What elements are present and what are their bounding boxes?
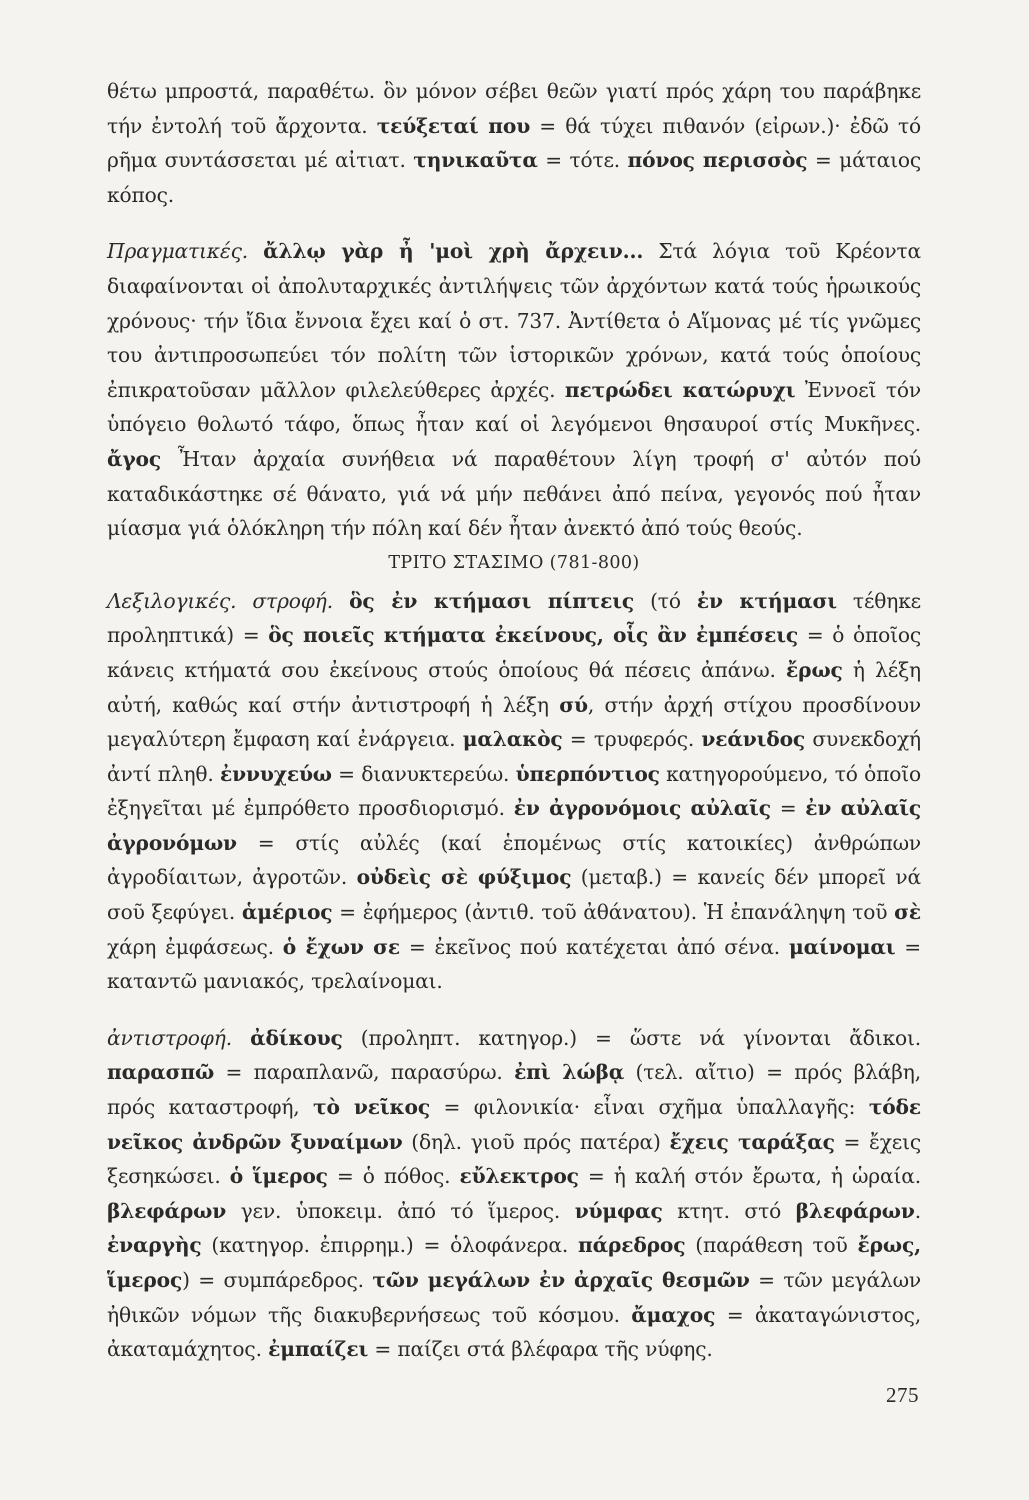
lemma: τεύξεταί που xyxy=(376,113,531,138)
lemma: πάρεδρος xyxy=(577,1233,686,1258)
text-run: = παίζει στά βλέφαρα τῆς νύφης. xyxy=(368,1337,713,1362)
lemma: παρασπῶ xyxy=(107,1060,215,1085)
text-run: = ἐκεῖνος πού κατέχεται ἀπό σένα. xyxy=(400,934,789,959)
text-run: Ἐννοεῖ τόν ὑπόγειο θολωτό τάφο, ὅπως ἦταν καί οἱ λεγόμενοι θησαυροί στίς Μυκῆνες. xyxy=(107,377,921,437)
section-label: Λεξιλογικές. στροφή. xyxy=(107,588,333,613)
lemma: σύ xyxy=(559,692,588,717)
lemma: ὃς ἐν κτήμασι πίπτεις xyxy=(349,588,635,613)
lemma: τῶν μεγάλων ἐν ἀρχαῖς θεσμῶν xyxy=(372,1268,750,1292)
paragraph-pragmatikes xyxy=(107,234,921,545)
text-run xyxy=(248,239,263,263)
paragraph-continuation xyxy=(107,74,921,212)
lemma: ἔρως, ἵμερος xyxy=(107,1233,921,1292)
text-run: κτητ. στό xyxy=(662,1198,796,1223)
page-number: 275 xyxy=(886,1383,919,1407)
text-run: (τό xyxy=(634,588,697,613)
lemma: ἁμέριος xyxy=(241,900,333,925)
text-run: = διανυκτερεύω. xyxy=(331,761,516,786)
lemma: σὲ xyxy=(894,900,921,925)
text-run xyxy=(333,589,349,613)
text-run: κατηγορούμενο, τό ὁποῖο ἐξηγεῖται μέ ἐμπρόθετο προσδιορισμό. xyxy=(107,761,921,821)
lemma: ἄλλῳ γὰρ ἦ 'μοὶ χρὴ ἄρχειν... xyxy=(263,239,644,264)
lemma: ἔχεις ταράξας xyxy=(669,1129,835,1154)
lemma: ἔρως xyxy=(786,657,843,682)
text-run: = τρυφερός. xyxy=(562,727,702,752)
lemma: ὃς ποιεῖς κτήματα ἐκείνους, οἷς ἂν ἐμπέσεις xyxy=(268,623,799,648)
text-run: = xyxy=(770,796,806,821)
lemma: ἐμπαίζει xyxy=(268,1337,369,1362)
text-run: = τῶν μεγάλων ἠθικῶν νόμων τῆς διακυβερνήσεως τοῦ κόσμου. xyxy=(107,1268,922,1327)
text-run: (δηλ. γιοῦ πρός πατέρα) xyxy=(402,1129,670,1154)
text-run: (κατηγορ. ἐπιρρημ.) = ὁλοφάνερα. xyxy=(201,1233,578,1258)
lemma: βλεφάρων xyxy=(107,1198,227,1223)
text-run: συνεκδοχή ἀντί πληθ. xyxy=(107,727,922,786)
lemma: ἐν κτήμασι xyxy=(696,588,837,613)
text-run: θέτω μπροστά, παραθέτω. ὃν μόνον σέβει θεῶν γιατί πρός χάρη του παράβηκε τήν ἐντολή τοῦ ἄρχοντα. xyxy=(107,79,921,138)
lemma: πόνος περισσὸς xyxy=(627,148,808,173)
text-run: = καταντῶ μανιακός, τρελαίνομαι. xyxy=(107,934,921,994)
lemma: ἄγος xyxy=(107,446,162,471)
lemma: ἐν ἀγρονόμοις αὐλαῖς xyxy=(513,796,771,821)
text-run: . xyxy=(914,1198,921,1223)
lemma: ἄμαχος xyxy=(631,1302,716,1327)
lemma: ἐν αὐλαῖς ἀγρονόμων xyxy=(107,796,922,855)
section-heading: ΤΡΙΤΟ ΣΤΑΣΙΜΟ (781-800) xyxy=(388,552,640,573)
lemma: ἀδίκους xyxy=(250,1025,343,1050)
text-run: = στίς αὐλές (καί ἑπομένως στίς κατοικίες) ἀνθρώπων ἀγροδίαιτων, ἀγροτῶν. xyxy=(107,830,921,890)
lemma: πετρώδει κατώρυχι xyxy=(564,377,796,402)
text-run: Ἦταν ἀρχαία συνήθεια νά παραθέτουν λίγη τροφή σ' αὐτόν πού καταδικάστηκε σέ θάνατο, γιά νά μήν πεθάνει ἀπό πείνα, γεγονός πού ἦταν μίασμα γιά ὁλόκληρη τήν πόλη καί δέν ἦταν ἀνεκτό ἀπό τούς θεούς. xyxy=(107,446,921,541)
lemma: ὁ ἔχων σε xyxy=(282,934,401,959)
text-run: = ἐφήμερος (ἀντιθ. τοῦ ἀθάνατου). Ἡ ἐπανάληψη τοῦ xyxy=(332,900,895,925)
text-run: (μεταβ.) = κανείς δέν μπορεῖ νά σοῦ ξεφύγει. xyxy=(107,865,921,925)
lemma: νεάνιδος xyxy=(701,727,806,752)
paragraph-antistrofi xyxy=(107,1021,921,1367)
lemma: ἐπὶ λώβᾳ xyxy=(514,1060,625,1085)
text-run: = φιλονικία· εἶναι σχῆμα ὑπαλλαγῆς: xyxy=(429,1095,869,1120)
text-run: = τότε. xyxy=(537,148,628,173)
text-run: (τελ. αἴτιο) = πρός βλάβη, πρός καταστροφή, xyxy=(107,1060,921,1120)
text-run: = παραπλανῶ, παρασύρω. xyxy=(214,1060,515,1085)
lemma: ἐννυχεύω xyxy=(220,761,332,786)
lemma: μαίνομαι xyxy=(788,934,896,959)
text-run: , στήν ἀρχή στίχου προσδίνουν μεγαλύτερη ἔμφαση καί ἐνάργεια. xyxy=(107,692,922,752)
lemma: εὔλεκτρος xyxy=(459,1164,579,1189)
text-run: = θά τύχει πιθανόν (εἰρων.)· ἐδῶ τό ρῆμα συντάσσεται μέ αἰτιατ. xyxy=(107,113,921,173)
text-run: = ὁ ὁποῖος κάνεις κτήματά σου ἐκείνους στούς ὁποίους θά πέσεις ἀπάνω. xyxy=(107,623,922,682)
text-run: (προληπτ. κατηγορ.) = ὥστε νά γίνονται ἄδικοι. xyxy=(342,1025,921,1050)
text-run: ) = συμπάρεδρος. xyxy=(182,1268,373,1292)
lemma: νύμφας xyxy=(574,1198,663,1223)
text-run: γεν. ὑποκειμ. ἀπό τό ἵμερος. xyxy=(226,1198,575,1223)
text-run xyxy=(232,1026,250,1050)
lemma: τηνικαῦτα xyxy=(413,148,538,173)
text-run: = μάταιος κόπος. xyxy=(107,148,922,207)
lemma: βλεφάρων xyxy=(795,1198,915,1223)
text-run: = ἔχεις ξεσηκώσει. xyxy=(107,1129,922,1189)
lemma: ὁ ἵμερος xyxy=(229,1164,328,1189)
text-run: χάρη ἐμφάσεως. xyxy=(107,934,283,959)
text-run: = ὁ πόθος. xyxy=(327,1164,460,1189)
paragraph-strofi xyxy=(107,584,921,999)
lemma: μαλακὸς xyxy=(462,727,563,752)
text-run: = ἀκαταγώνιστος, ἀκαταμάχητος. xyxy=(107,1302,921,1362)
lemma: τὸ νεῖκος xyxy=(313,1095,430,1120)
text-run: τέθηκε προληπτικά) = xyxy=(107,588,921,648)
text-run: Στά λόγια τοῦ Κρέοντα διαφαίνονται οἱ ἀπολυταρχικές ἀντιλήψεις τῶν ἀρχόντων κατά τούς ἡρωικούς χρόνους· τήν ἴδια ἔννοια ἔχει καί ὁ στ. 737. Ἀντίθετα ὁ Αἵμονας μέ τίς γνῶμες του ἀντιπροσωπεύει τόν πολίτη τῶν ἱστορικῶν χρόνων, κατά τούς ὁποίους ἐπικρατοῦσαν μᾶλλον φιλελεύθερες ἀρχές. xyxy=(107,239,921,402)
section-label: Πραγματικές. xyxy=(107,239,249,264)
text-run: (παράθεση τοῦ xyxy=(685,1233,858,1258)
lemma: ἐναργὴς xyxy=(107,1233,202,1258)
text-run: = ἡ καλή στόν ἔρωτα, ἡ ὡραία. xyxy=(578,1164,921,1189)
lemma: οὐδεὶς σὲ φύξιμος xyxy=(356,865,572,890)
section-label: ἀντιστροφή. xyxy=(107,1025,232,1050)
lemma: ὑπερπόντιος xyxy=(515,761,660,786)
lemma: τόδε νεῖκος ἀνδρῶν ξυναίμων xyxy=(107,1095,921,1154)
text-run: ἡ λέξη αὐτή, καθώς καί στήν ἀντιστροφή ἡ λέξη xyxy=(107,657,921,717)
